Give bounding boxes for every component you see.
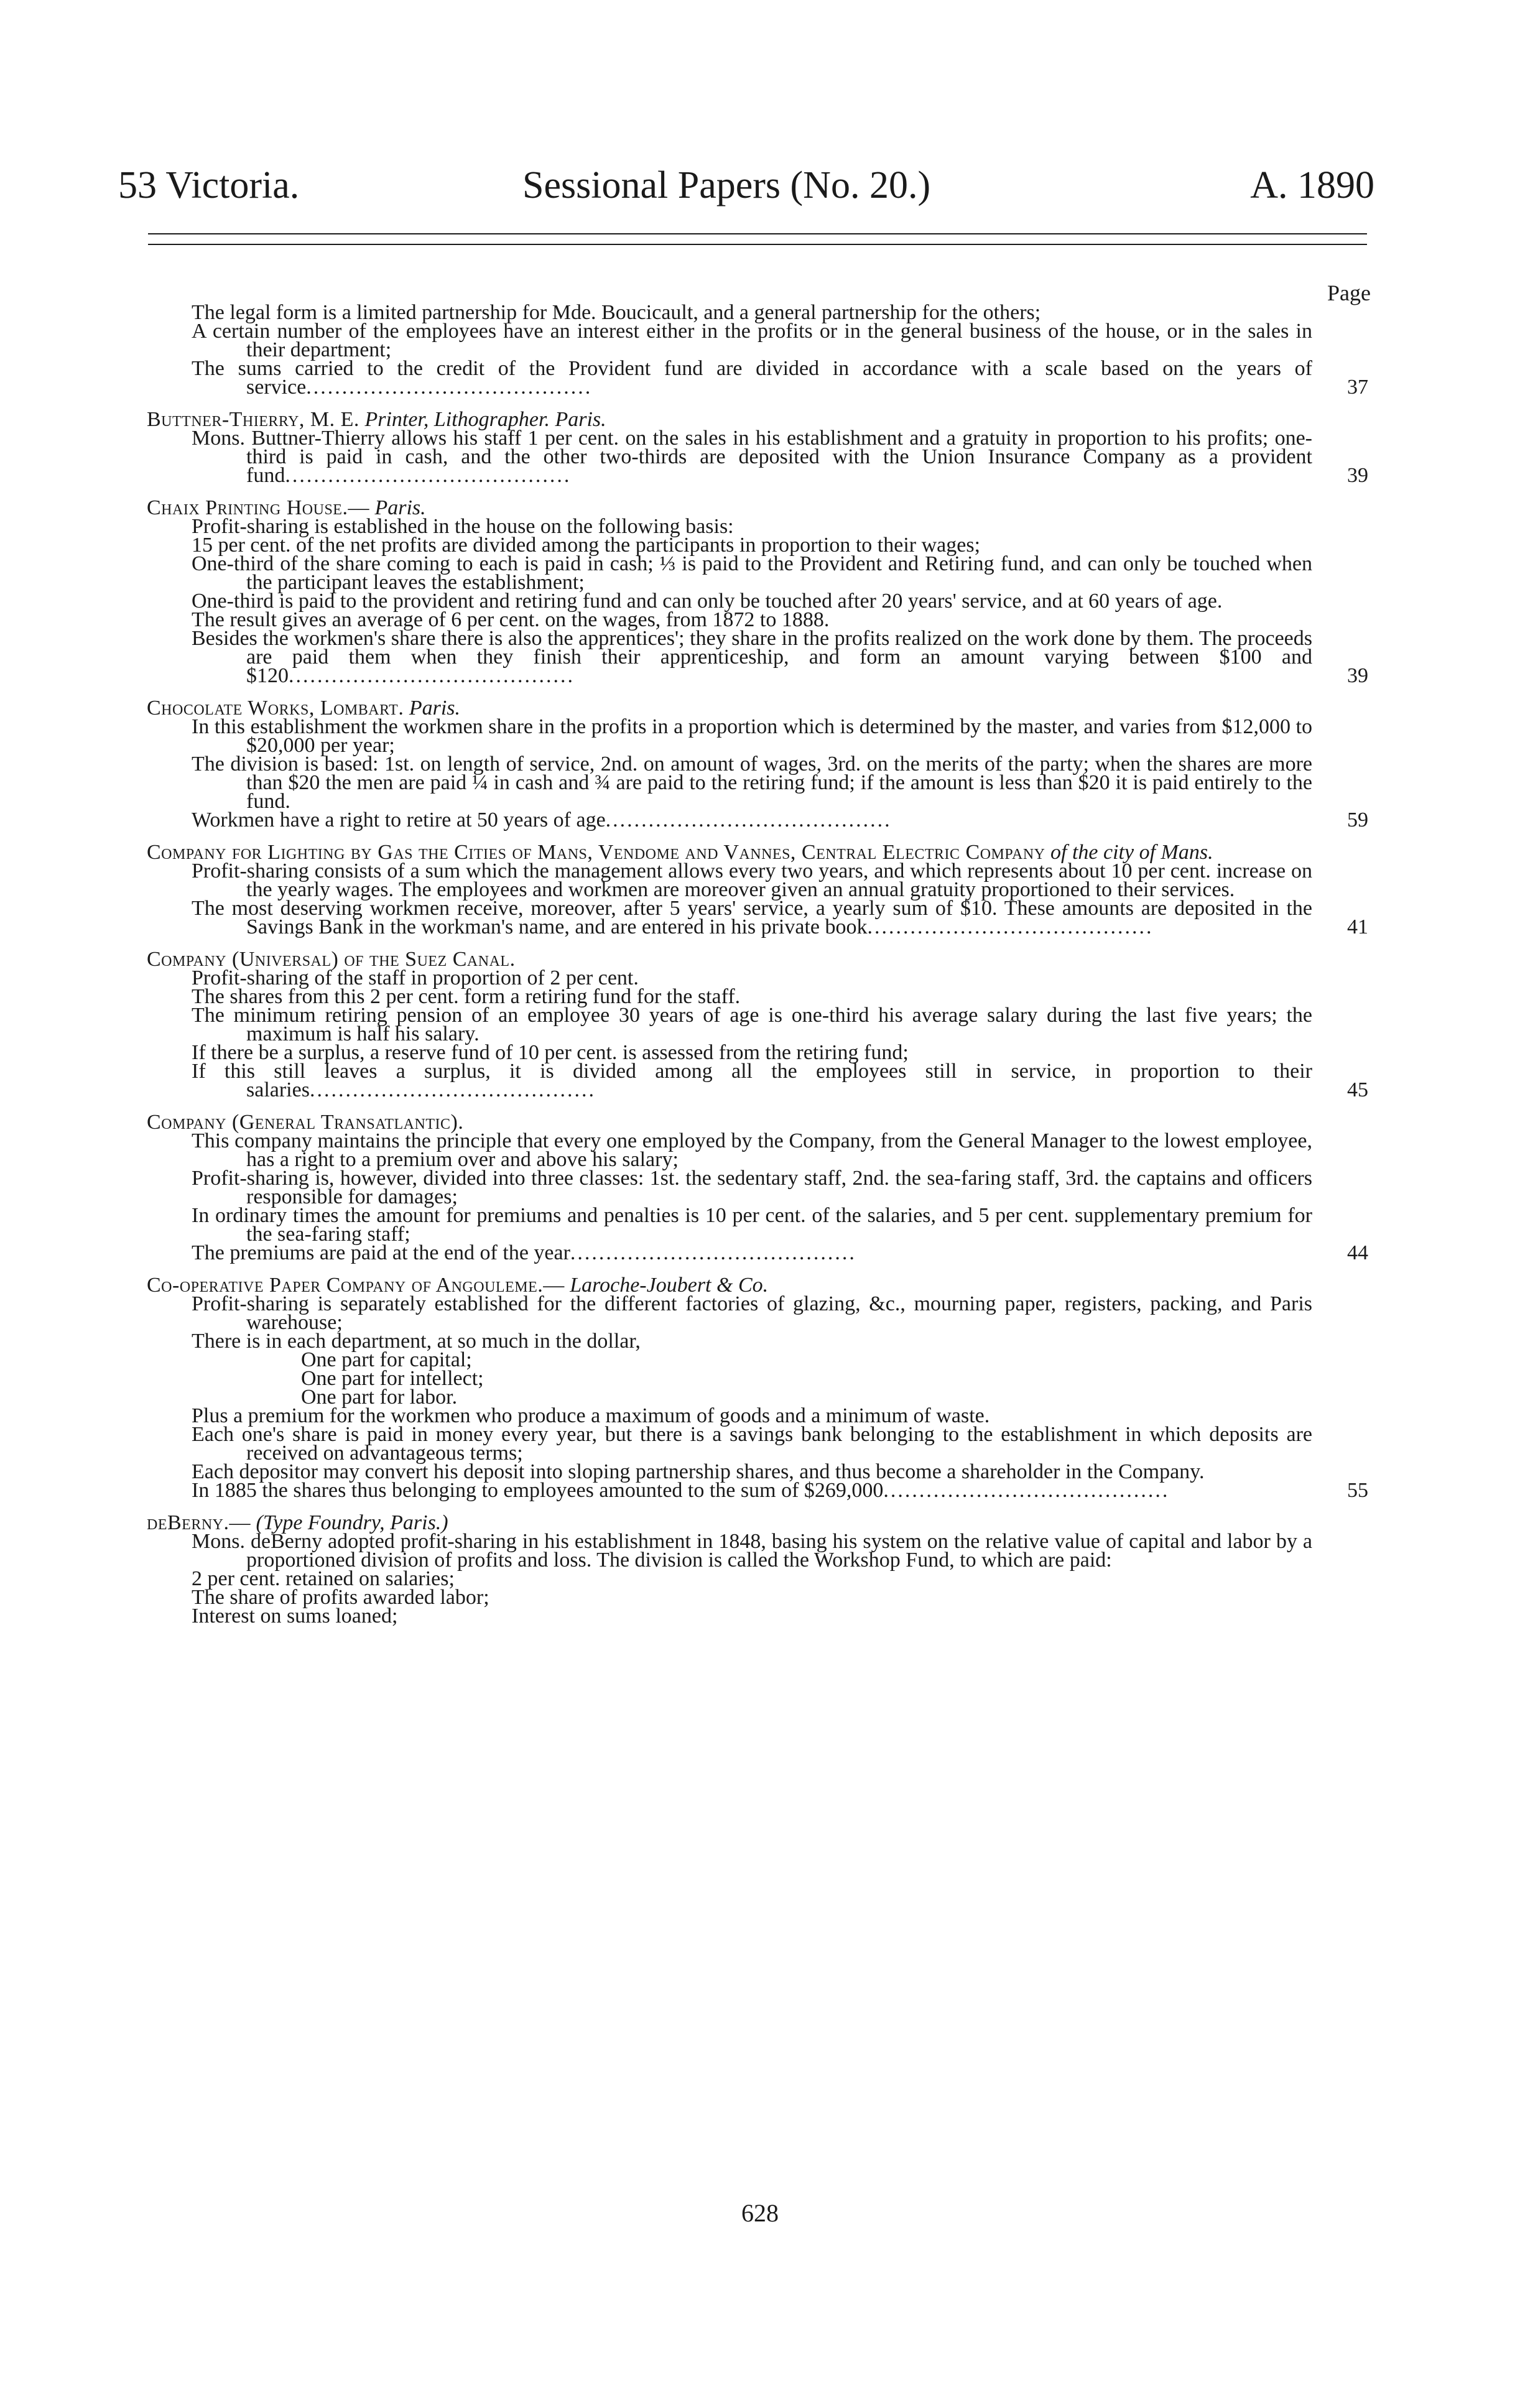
entry-line-text: One-third is paid to the provident and retiring fund and can only be touched after 20 years' service, and at 60 years of age.: [192, 590, 1223, 613]
entry-line-text: Profit-sharing is separately established for the different factories of glazing, &c., mourning paper, registers, packing, and Paris warehouse;: [192, 1292, 1312, 1334]
entry-line: [147, 715, 1368, 757]
entry-line: [147, 1169, 1368, 1206]
header-title: Sessional Papers (No. 20.): [522, 164, 931, 206]
entry-line: [147, 359, 1368, 397]
entry-line: [147, 1481, 1368, 1500]
entry-heading-name: deBerny.—: [147, 1511, 251, 1534]
dot-leader: ........................................: [570, 1241, 856, 1264]
entry-line-text: The division is based: 1st. on length of service, 2nd. on amount of wages, 3rd. on the merits of the party; when the shares are more than $20 the men are paid ¼ in cash and ¾ are paid to the retiring fund; if the amount is less than $20 it is paid entirely to the fund.: [192, 752, 1312, 813]
running-header: [118, 160, 1374, 210]
entry-line-text: In this establishment the workmen share in the profits in a proportion which is determined by the master, and varies from $12,000 to $20,000 per year;: [192, 715, 1312, 757]
entry-page: 59: [1347, 808, 1368, 831]
entry-line: [147, 859, 1368, 901]
entry-line-text: The share of profits awarded labor;: [192, 1586, 489, 1609]
entry-line-text: 2 per cent. retained on salaries;: [192, 1567, 455, 1590]
entry-line-text: The legal form is a limited partnership for Mde. Boucicault, and a general partnership for the others;: [192, 301, 1041, 324]
entry-page: 37: [1347, 376, 1368, 399]
entry-line: [147, 899, 1368, 937]
entry-line-text: Besides the workmen's share there is also the apprentices'; they share in the profits realized on the work done by them. The proceeds are paid them when they finish their apprenticeship, and form an amount varying between $100 and $120: [192, 627, 1312, 687]
page-column-label: Page: [1327, 280, 1371, 305]
entry-line: [147, 1292, 1368, 1334]
entry-line: [147, 1006, 1368, 1044]
entry-heading-name: Company for Lighting by Gas the Cities of Mans, Vendome and Vannes, Central Electric Company: [147, 841, 1045, 864]
entry-line-text: This company maintains the principle that every one employed by the Company, from the General Manager to the lowest employee, has a right to a premium over and above his salary;: [192, 1129, 1312, 1171]
entry-line: [147, 1532, 1368, 1570]
sublist-item: One part for intellect;: [301, 1367, 484, 1390]
entry-line-text: If this still leaves a surplus, it is divided among all the employees still in service, in proportion to their salaries: [192, 1060, 1312, 1101]
entry-line-text: Workmen have a right to retire at 50 years of age: [192, 808, 606, 831]
entry-page: 39: [1347, 664, 1368, 687]
entry-line-text: Profit-sharing of the staff in proportion of 2 per cent.: [192, 966, 639, 989]
sublist-item: One part for capital;: [301, 1348, 472, 1371]
dot-leader: ........................................: [605, 808, 892, 831]
entry-page: 39: [1347, 464, 1368, 487]
dot-leader: ........................................: [285, 464, 572, 487]
dot-leader: ........................................: [883, 1479, 1170, 1502]
header-rule-top: [148, 233, 1367, 234]
sublist-item: One part for labor.: [301, 1386, 458, 1409]
entry-line-text: The sums carried to the credit of the Provident fund are divided in accordance with a scale based on the years of service: [192, 357, 1312, 399]
entry-heading-italic: of the city of Mans.: [1050, 841, 1213, 864]
entry-line: Each depositor may convert his deposit into sloping partnership shares, and thus become a shareholder in the Company.: [192, 1460, 1205, 1483]
entry-line: Each one's share is paid in money every year, but there is a savings bank belonging to the establishment in which deposits are received on advantageous terms;: [192, 1423, 1312, 1465]
dot-leader: ........................................: [306, 376, 593, 399]
entry-line-text: The minimum retiring pension of an employee 30 years of age is one-third his average salary during the last five years; the maximum is half his salary.: [192, 1004, 1312, 1045]
entry-line-text: The result gives an average of 6 per cent. on the wages, from 1872 to 1888.: [192, 608, 830, 631]
entry-heading-italic: Printer, Lithographer. Paris.: [364, 408, 606, 431]
entry-line-text: 15 per cent. of the net profits are divided among the participants in proportion to their wages;: [192, 534, 981, 557]
entry-line-text: In ordinary times the amount for premiums and penalties is 10 per cent. of the salaries, and 5 per cent. supplementary premium for the sea-faring staff;: [192, 1204, 1312, 1246]
entry-heading-italic: Paris.: [374, 496, 426, 519]
entry-line-text: In 1885 the shares thus belonging to employees amounted to the sum of $269,000: [192, 1479, 884, 1502]
entry-line-text: Profit-sharing is established in the house on the following basis:: [192, 515, 734, 538]
entry-line-text: There is in each department, at so much in the dollar,: [192, 1330, 641, 1353]
entry-line: [147, 1129, 1368, 1171]
entry-page: 44: [1347, 1241, 1368, 1264]
entry-line: [147, 1206, 1368, 1244]
header-session: 53 Victoria.: [118, 164, 300, 206]
entry-line-text: The most deserving workmen receive, moreover, after 5 years' service, a yearly sum of $10. These amounts are deposited in the Savings Bank in the workman's name, and are entered in his private book: [192, 897, 1312, 938]
dot-leader: ........................................: [289, 664, 575, 687]
header-rule-bottom: [148, 244, 1367, 245]
entry-heading-italic: Paris.: [409, 697, 461, 720]
entry-line: [147, 808, 1368, 831]
entry-line: Plus a premium for the workmen who produce a maximum of goods and a minimum of waste.: [192, 1404, 990, 1427]
entry-line-text: Profit-sharing consists of a sum which the management allows every two years, and which represents about 10 per cent. increase on the yearly wages. The employees and workmen are moreover given an annual gratuity proportioned to their services.: [192, 859, 1312, 901]
entry-heading-italic: Laroche-Joubert & Co.: [570, 1274, 769, 1297]
entry-line: [147, 1607, 1368, 1626]
entry-page: 45: [1347, 1078, 1368, 1101]
entry-line: [147, 322, 1368, 359]
header-year: A. 1890: [1250, 164, 1374, 206]
entry-heading-name: Chocolate Works, Lombart.: [147, 697, 404, 720]
entry-line-text: Mons. Buttner-Thierry allows his staff 1 per cent. on the sales in his establishment and a gratuity in proportion to his profits; one-third is paid in cash, and the other two-thirds are deposited with the Union Insurance Company as a provident fund: [192, 427, 1312, 487]
entry-line: [147, 629, 1368, 685]
entry-heading-name: Chaix Printing House.—: [147, 496, 369, 519]
entry-page: 55: [1347, 1479, 1368, 1502]
dot-leader: ........................................: [309, 1078, 596, 1101]
dot-leader: ........................................: [867, 915, 1154, 938]
entry-line-text: Profit-sharing is, however, divided into three classes: 1st. the sedentary staff, 2nd. the sea-faring staff, 3rd. the captains and officers responsible for damages;: [192, 1167, 1312, 1208]
page-number: 628: [741, 2199, 779, 2227]
entry-line-text: If there be a surplus, a reserve fund of 10 per cent. is assessed from the retiring fund;: [192, 1041, 909, 1064]
entry-line-text: Mons. deBerny adopted profit-sharing in his establishment in 1848, basing his system on the relative value of capital and labor by a proportioned division of profits and loss. The division is called the Workshop Fund, to which are paid:: [192, 1530, 1312, 1572]
entry-line: [147, 1062, 1368, 1100]
entry-heading-name: Buttner-Thierry, M. E.: [147, 408, 359, 431]
entry-line: [147, 552, 1368, 594]
entry-line-text: A certain number of the employees have an interest either in the profits or in the general business of the house, or in the sales in their department;: [192, 320, 1312, 361]
entry-heading-name: Company (General Transatlantic).: [147, 1111, 464, 1134]
entry-line: [147, 1241, 1368, 1264]
entry-line: [147, 752, 1368, 813]
entry-line: [147, 429, 1368, 485]
entry-page: 41: [1347, 915, 1368, 938]
index-content: [147, 303, 1368, 1626]
entry-line-text: Interest on sums loaned;: [192, 1605, 398, 1628]
entry-heading-name: Co-operative Paper Company of Angouleme.—: [147, 1274, 565, 1297]
entry-heading-italic: (Type Foundry, Paris.): [256, 1511, 448, 1534]
entry-heading-name: Company (Universal) of the Suez Canal.: [147, 948, 516, 971]
entry-line-text: The shares from this 2 per cent. form a retiring fund for the staff.: [192, 985, 741, 1008]
entry-line-text: One-third of the share coming to each is paid in cash; ⅓ is paid to the Provident and Retiring fund, and can only be touched when the participant leaves the establishment;: [192, 552, 1312, 594]
entry-line-text: The premiums are paid at the end of the year: [192, 1241, 570, 1264]
